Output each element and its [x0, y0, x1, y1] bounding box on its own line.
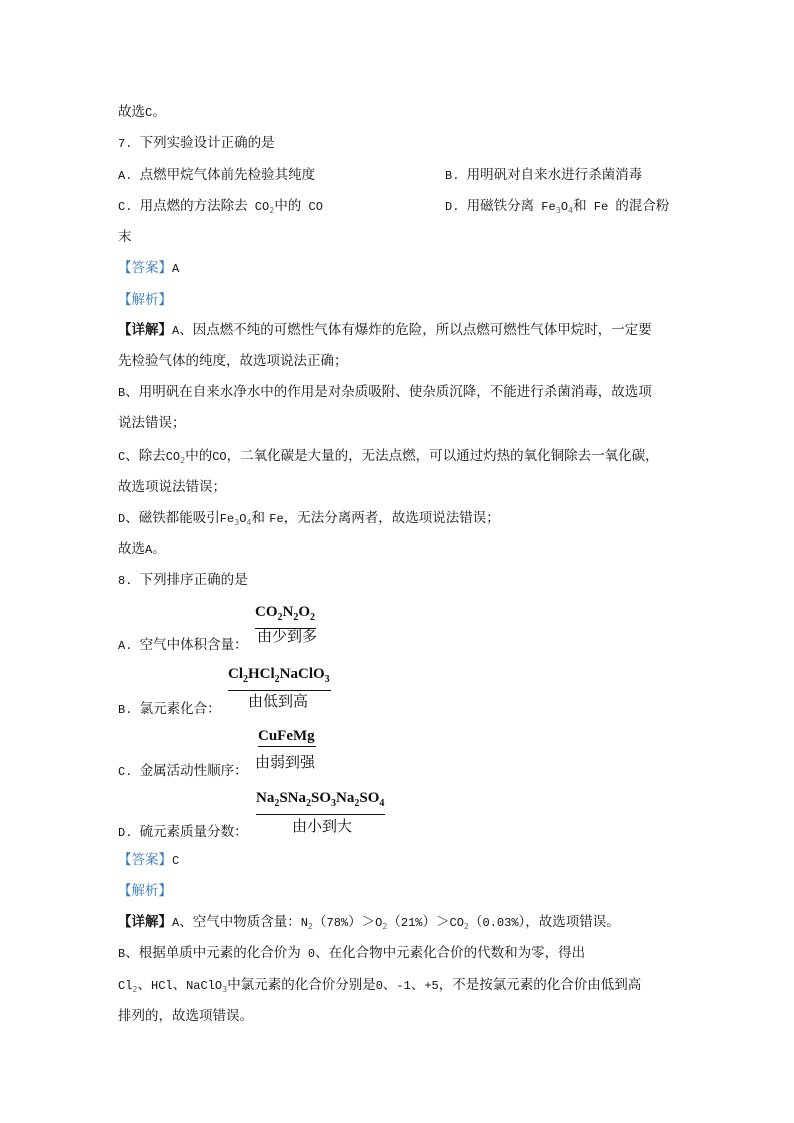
- text-segment: A: [172, 262, 180, 276]
- text-segment: A.: [118, 169, 140, 183]
- text-segment: 中的: [274, 198, 302, 214]
- subscript: 3: [222, 985, 228, 994]
- text-segment: 、除去: [125, 448, 166, 464]
- text-segment: 故选项说法错误；: [118, 479, 226, 495]
- text-segment: HCl: [248, 666, 275, 682]
- text-segment: 说法错误；: [118, 415, 186, 431]
- text-segment: 0: [375, 979, 383, 993]
- text-segment: 用明矾对自来水进行杀菌消毒: [466, 167, 643, 183]
- text-segment: 用磁铁分离: [466, 198, 535, 214]
- formula-sequence: [228, 665, 331, 691]
- text-segment: O: [375, 916, 383, 930]
- text-segment: C: [172, 854, 180, 868]
- text-segment: NaClO: [279, 666, 325, 682]
- text-segment: B.: [445, 169, 467, 183]
- text-segment: 故选: [118, 104, 145, 120]
- subscript: 3: [331, 798, 337, 809]
- text-segment: 。: [152, 104, 166, 120]
- subscript: 2: [243, 674, 248, 685]
- text-segment: Cl: [228, 666, 243, 682]
- text-segment: CO: [449, 916, 464, 930]
- text-segment: C.: [118, 200, 140, 214]
- text-line: [118, 228, 132, 246]
- text-segment: CO: [301, 200, 323, 214]
- text-segment: ），故选项错误。: [518, 914, 620, 930]
- text-segment: 【详解】: [118, 914, 172, 930]
- text-segment: 点燃甲烷气体前先检验其纯度: [139, 167, 316, 183]
- text-segment: HCl: [151, 979, 173, 993]
- text-segment: C: [145, 106, 153, 120]
- text-segment: 和: [251, 510, 270, 526]
- text-segment: 中的: [185, 448, 213, 464]
- text-segment: SNa: [279, 790, 307, 806]
- text-segment: A.: [118, 639, 140, 653]
- text-segment: Na: [256, 790, 275, 806]
- text-segment: 氯元素化合：: [139, 701, 221, 717]
- text-segment: 、: [382, 977, 397, 993]
- order-condition: 由小到大: [292, 817, 353, 835]
- subscript: 4: [568, 206, 574, 215]
- subscript: 3: [324, 674, 330, 685]
- text-segment: CO: [165, 450, 181, 464]
- text-line: [445, 166, 642, 184]
- text-segment: 末: [118, 229, 132, 245]
- text-segment: D: [118, 512, 126, 526]
- text-segment: 78%: [326, 916, 349, 930]
- text-segment: SO: [311, 790, 332, 806]
- text-segment: 空气中体积含量：: [139, 637, 248, 653]
- text-line: [118, 882, 172, 900]
- text-line: [118, 166, 315, 184]
- text-segment: A: [145, 543, 153, 557]
- text-line: [118, 700, 221, 718]
- order-condition: 由少到多: [257, 627, 318, 645]
- text-segment: （: [469, 914, 483, 930]
- text-segment: D.: [118, 826, 140, 840]
- text-segment: -1: [396, 979, 411, 993]
- text-segment: 21%: [400, 916, 423, 930]
- text-segment: 、: [137, 977, 151, 993]
- text-segment: 下列排序正确的是: [139, 572, 248, 588]
- text-segment: 下列实验设计正确的是: [139, 135, 275, 151]
- subscript: 2: [132, 985, 138, 994]
- subscript: 2: [382, 922, 388, 931]
- text-segment: A: [172, 916, 180, 930]
- subscript: 2: [306, 798, 312, 809]
- text-line: [118, 134, 275, 152]
- text-segment: 、: [410, 977, 425, 993]
- text-segment: B: [118, 947, 126, 961]
- text-segment: Fe: [534, 200, 556, 214]
- text-line: [118, 197, 323, 215]
- formula-sequence: [256, 789, 385, 815]
- text-segment: Fe: [269, 512, 284, 526]
- subscript: 4: [379, 798, 385, 809]
- text-segment: 中氯元素的化合价分别是: [227, 977, 376, 993]
- text-segment: 【解析】: [118, 883, 172, 899]
- text-line: [118, 414, 186, 432]
- text-segment: ）＞: [348, 914, 376, 930]
- order-condition: 由低到高: [248, 692, 309, 710]
- text-line: [118, 762, 248, 780]
- text-segment: 金属活动性顺序：: [139, 763, 248, 779]
- text-segment: B: [118, 386, 126, 400]
- text-line: [118, 1007, 253, 1025]
- text-segment: NaClO: [186, 979, 223, 993]
- text-segment: 。: [152, 541, 166, 557]
- text-segment: 【解析】: [118, 292, 172, 308]
- text-line: [118, 976, 641, 994]
- text-line: [118, 540, 166, 558]
- order-condition: 由弱到强: [255, 753, 316, 771]
- text-line: [118, 383, 652, 401]
- text-segment: Fe: [586, 200, 616, 214]
- subscript: 2: [463, 922, 470, 931]
- text-line: [118, 823, 248, 841]
- text-segment: 0.03%: [482, 916, 519, 930]
- text-segment: Fe: [219, 512, 235, 526]
- subscript: 2: [293, 612, 299, 623]
- text-line: [118, 447, 659, 465]
- text-line: [118, 636, 248, 654]
- subscript: 2: [310, 612, 316, 623]
- text-segment: N: [282, 604, 294, 620]
- text-segment: N: [300, 916, 308, 930]
- text-segment: ，不是按氯元素的化合价由低到高: [438, 977, 642, 993]
- text-segment: A: [172, 324, 180, 338]
- text-line: [118, 259, 179, 277]
- text-segment: 的混合粉: [615, 198, 670, 214]
- text-segment: O: [298, 604, 311, 620]
- subscript: 2: [274, 674, 280, 685]
- text-segment: 、因点燃不纯的可燃性气体有爆炸的危险，所以点燃可燃性气体甲烷时，一定要: [179, 322, 652, 338]
- text-segment: （: [313, 914, 327, 930]
- text-segment: D.: [445, 200, 467, 214]
- text-segment: Na: [336, 790, 355, 806]
- subscript: 2: [180, 456, 186, 465]
- text-segment: O: [560, 200, 569, 214]
- text-segment: 7.: [118, 137, 140, 151]
- text-segment: 故选: [118, 541, 145, 557]
- text-segment: CO: [247, 200, 270, 214]
- text-line: [118, 913, 620, 931]
- text-segment: 和: [573, 198, 587, 214]
- text-segment: 、根据单质中元素的化合价为: [125, 945, 301, 961]
- text-segment: SO: [359, 790, 380, 806]
- text-segment: 硫元素质量分数：: [139, 824, 248, 840]
- subscript: 2: [274, 798, 280, 809]
- text-segment: ，无法分离两者，故选项说法错误；: [283, 510, 500, 526]
- text-segment: B.: [118, 703, 140, 717]
- text-segment: 、用明矾在自来水净水中的作用是对杂质吸附、使杂质沉降，不能进行杀菌消毒，故选项: [125, 384, 652, 400]
- subscript: 2: [307, 922, 313, 931]
- text-segment: C.: [118, 765, 140, 779]
- text-line: [118, 321, 652, 339]
- subscript: 2: [354, 798, 360, 809]
- text-segment: CuFeMg: [258, 728, 315, 744]
- formula-sequence: [258, 727, 316, 747]
- text-segment: 排列的，故选项错误。: [118, 1008, 253, 1024]
- text-line: [118, 291, 172, 309]
- subscript: 2: [269, 206, 275, 215]
- text-line: [118, 352, 348, 370]
- subscript: 3: [555, 206, 561, 215]
- text-segment: 、: [172, 977, 187, 993]
- text-line: [118, 851, 179, 869]
- text-segment: 0: [300, 947, 316, 961]
- text-segment: 、磁铁都能吸引: [125, 510, 220, 526]
- text-segment: （: [387, 914, 401, 930]
- text-line: [118, 478, 226, 496]
- text-line: [118, 944, 585, 962]
- text-segment: ）＞: [422, 914, 450, 930]
- text-line: [118, 509, 500, 527]
- text-segment: ，二氧化碳是大量的，无法点燃，可以通过灼热的氧化铜除去一氧化碳，: [226, 448, 659, 464]
- text-line: [118, 103, 166, 121]
- text-segment: Cl: [118, 979, 133, 993]
- text-segment: 【详解】: [118, 322, 172, 338]
- text-line: [118, 571, 248, 589]
- text-segment: 、在化合物中元素化合价的代数和为零，得出: [315, 945, 586, 961]
- text-segment: C: [118, 450, 126, 464]
- subscript: 3: [234, 518, 240, 527]
- text-line: [445, 197, 669, 215]
- text-segment: +5: [424, 979, 439, 993]
- text-segment: O: [239, 512, 247, 526]
- subscript: 2: [277, 612, 283, 623]
- text-segment: 【答案】: [118, 260, 172, 276]
- text-segment: CO: [212, 450, 227, 464]
- text-segment: 先检验气体的纯度，故选项说法正确；: [118, 353, 348, 369]
- subscript: 4: [246, 518, 252, 527]
- text-segment: CO: [255, 604, 278, 620]
- text-segment: 【答案】: [118, 852, 172, 868]
- text-segment: 用点燃的方法除去: [139, 198, 248, 214]
- text-segment: 8.: [118, 574, 140, 588]
- text-segment: 、空气中物质含量：: [179, 914, 301, 930]
